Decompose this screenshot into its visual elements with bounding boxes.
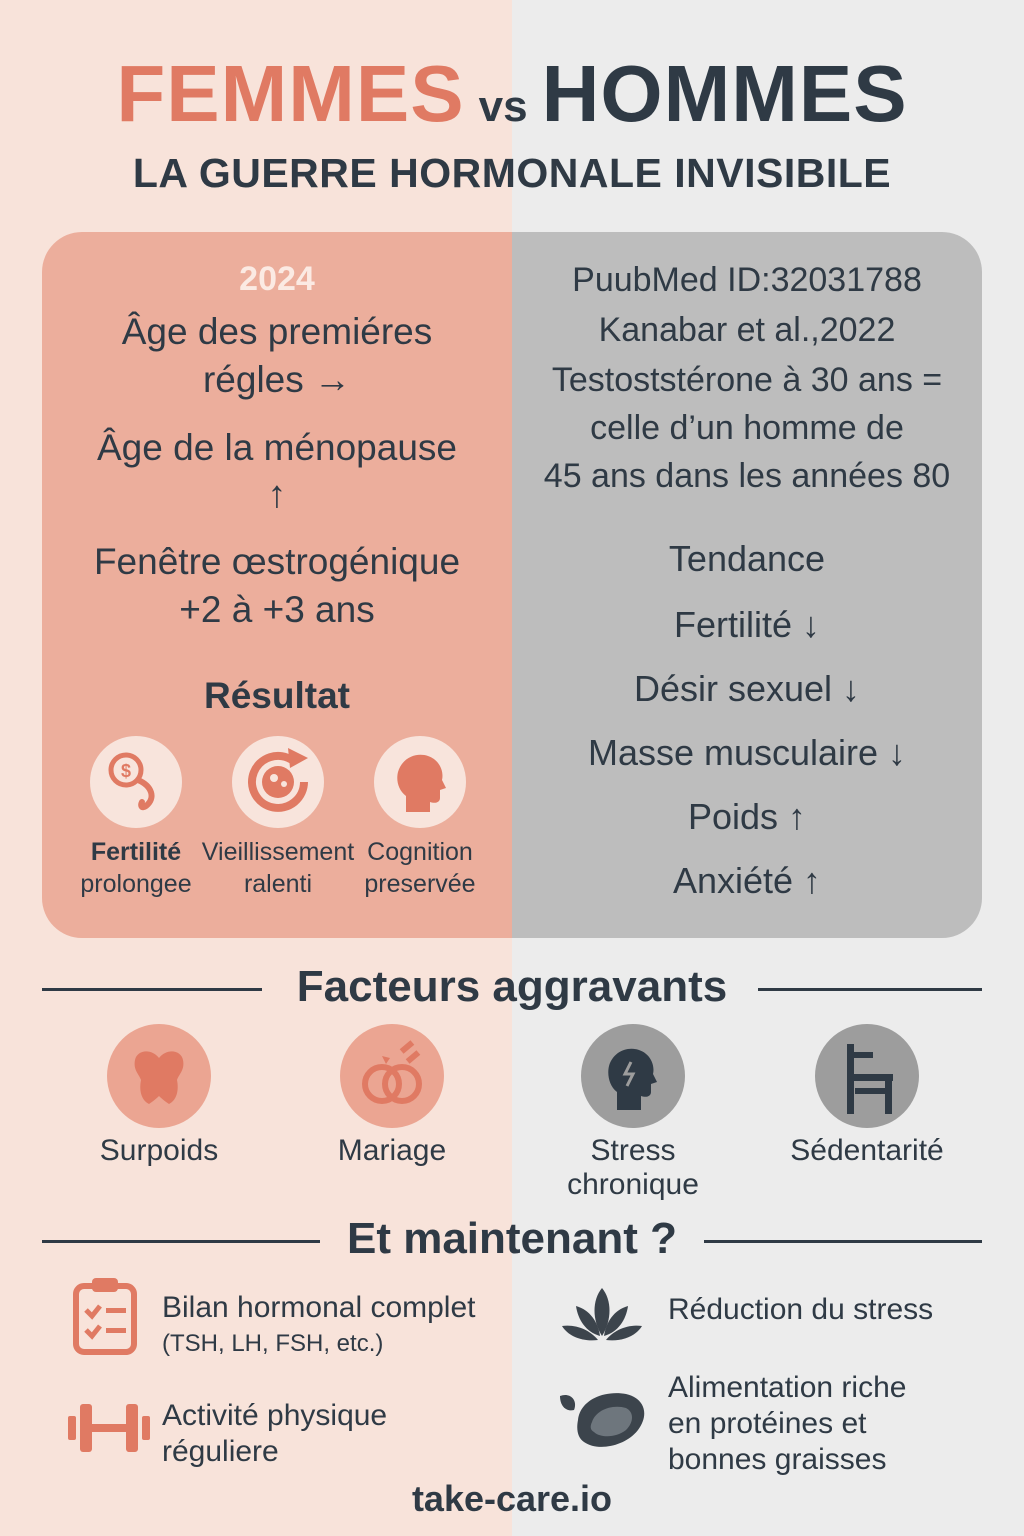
chair-icon bbox=[815, 1024, 919, 1128]
men-trend-libido: Désir sexuel ↓ bbox=[633, 668, 861, 709]
men-fact-line1: Testoststérone à 30 ans = bbox=[551, 361, 943, 399]
footer-url: take-care.io bbox=[411, 1478, 613, 1519]
fertility-icon bbox=[90, 736, 182, 828]
women-window-line2: +2 à +3 ans bbox=[179, 589, 375, 630]
women-menopause: Âge de la ménopause bbox=[97, 427, 457, 468]
action-bilan-line2: (TSH, LH, FSH, etc.) bbox=[162, 1330, 384, 1357]
result-label-fertility bbox=[56, 836, 216, 900]
women-menarche-line1: Âge des premiéres bbox=[121, 311, 433, 352]
page-subtitle: LA GUERRE HORMONALE INVISIBILE bbox=[132, 150, 892, 196]
stressed-head-icon bbox=[581, 1024, 685, 1128]
wedding-rings-icon bbox=[340, 1024, 444, 1128]
action-stress: Réduction du stress bbox=[668, 1293, 934, 1326]
action-activity bbox=[162, 1398, 387, 1470]
women-year: 2024 bbox=[239, 260, 315, 298]
result-label-aging bbox=[198, 836, 358, 900]
men-trend-muscle: Masse musculaire ↓ bbox=[587, 732, 907, 773]
title-vs: vs bbox=[478, 82, 528, 131]
men-fact-line2: celle d’un homme de bbox=[590, 409, 904, 447]
women-menopause-arrow: ↑ bbox=[267, 474, 287, 516]
title-femmes: FEMMES bbox=[116, 49, 465, 138]
page-title bbox=[0, 48, 1024, 140]
factor-label-overweight: Surpoids bbox=[99, 1134, 219, 1167]
result-aging-line1: Vieillissement bbox=[201, 838, 355, 866]
men-source-id: PuubMed ID:32031788 bbox=[572, 261, 922, 299]
result-cognition-line1: Cognition bbox=[367, 838, 473, 866]
aging-clock-icon bbox=[232, 736, 324, 828]
men-trend-anxiety: Anxiété ↑ bbox=[672, 860, 822, 901]
men-source-authors: Kanabar et al.,2022 bbox=[598, 311, 896, 349]
men-trend-weight: Poids ↑ bbox=[687, 796, 807, 837]
factor-label-sedentary: Sédentarité bbox=[790, 1134, 944, 1167]
svg-text:$: $ bbox=[120, 761, 132, 781]
result-cognition-line2: preservée bbox=[364, 870, 476, 898]
factor-stress-line2: chronique bbox=[567, 1168, 699, 1201]
action-bilan bbox=[162, 1290, 476, 1362]
women-window-line1: Fenêtre œstrogénique bbox=[93, 541, 461, 582]
women-menarche-line2: régles → bbox=[202, 359, 352, 400]
action-food-line2: en protéines et bbox=[668, 1407, 867, 1440]
head-profile-icon bbox=[374, 736, 466, 828]
result-fertility-line1: Fertilité bbox=[90, 838, 182, 866]
result-fertility-line2: prolongee bbox=[80, 870, 192, 898]
factor-label-stress bbox=[523, 1134, 743, 1202]
factors-title: Facteurs aggravants bbox=[296, 962, 728, 1011]
action-food bbox=[668, 1370, 906, 1478]
comparison-card bbox=[42, 232, 982, 938]
factor-label-marriage: Mariage bbox=[337, 1134, 447, 1167]
men-trend-fertility: Fertilité ↓ bbox=[673, 604, 821, 645]
action-bilan-line1: Bilan hormonal complet bbox=[162, 1291, 476, 1324]
action-activity-line1: Activité physique bbox=[162, 1399, 388, 1432]
actions-title: Et maintenant ? bbox=[346, 1214, 678, 1263]
result-aging-line2: ralenti bbox=[243, 870, 313, 898]
food-icon bbox=[556, 1384, 650, 1454]
dumbbell-icon bbox=[66, 1398, 152, 1458]
action-food-line3: bonnes graisses bbox=[668, 1443, 887, 1476]
men-fact-line3: 45 ans dans les années 80 bbox=[543, 457, 951, 495]
action-food-line1: Alimentation riche bbox=[668, 1371, 907, 1404]
lotus-icon bbox=[560, 1280, 644, 1350]
action-activity-line2: réguliere bbox=[162, 1435, 279, 1468]
clipboard-checklist-icon bbox=[70, 1276, 140, 1356]
title-hommes: HOMMES bbox=[541, 49, 908, 138]
result-label-cognition bbox=[340, 836, 500, 900]
body-weight-icon bbox=[107, 1024, 211, 1128]
women-result-title: Résultat bbox=[204, 675, 350, 716]
men-trend-title: Tendance bbox=[668, 538, 826, 579]
factor-stress-line1: Stress bbox=[590, 1134, 676, 1167]
